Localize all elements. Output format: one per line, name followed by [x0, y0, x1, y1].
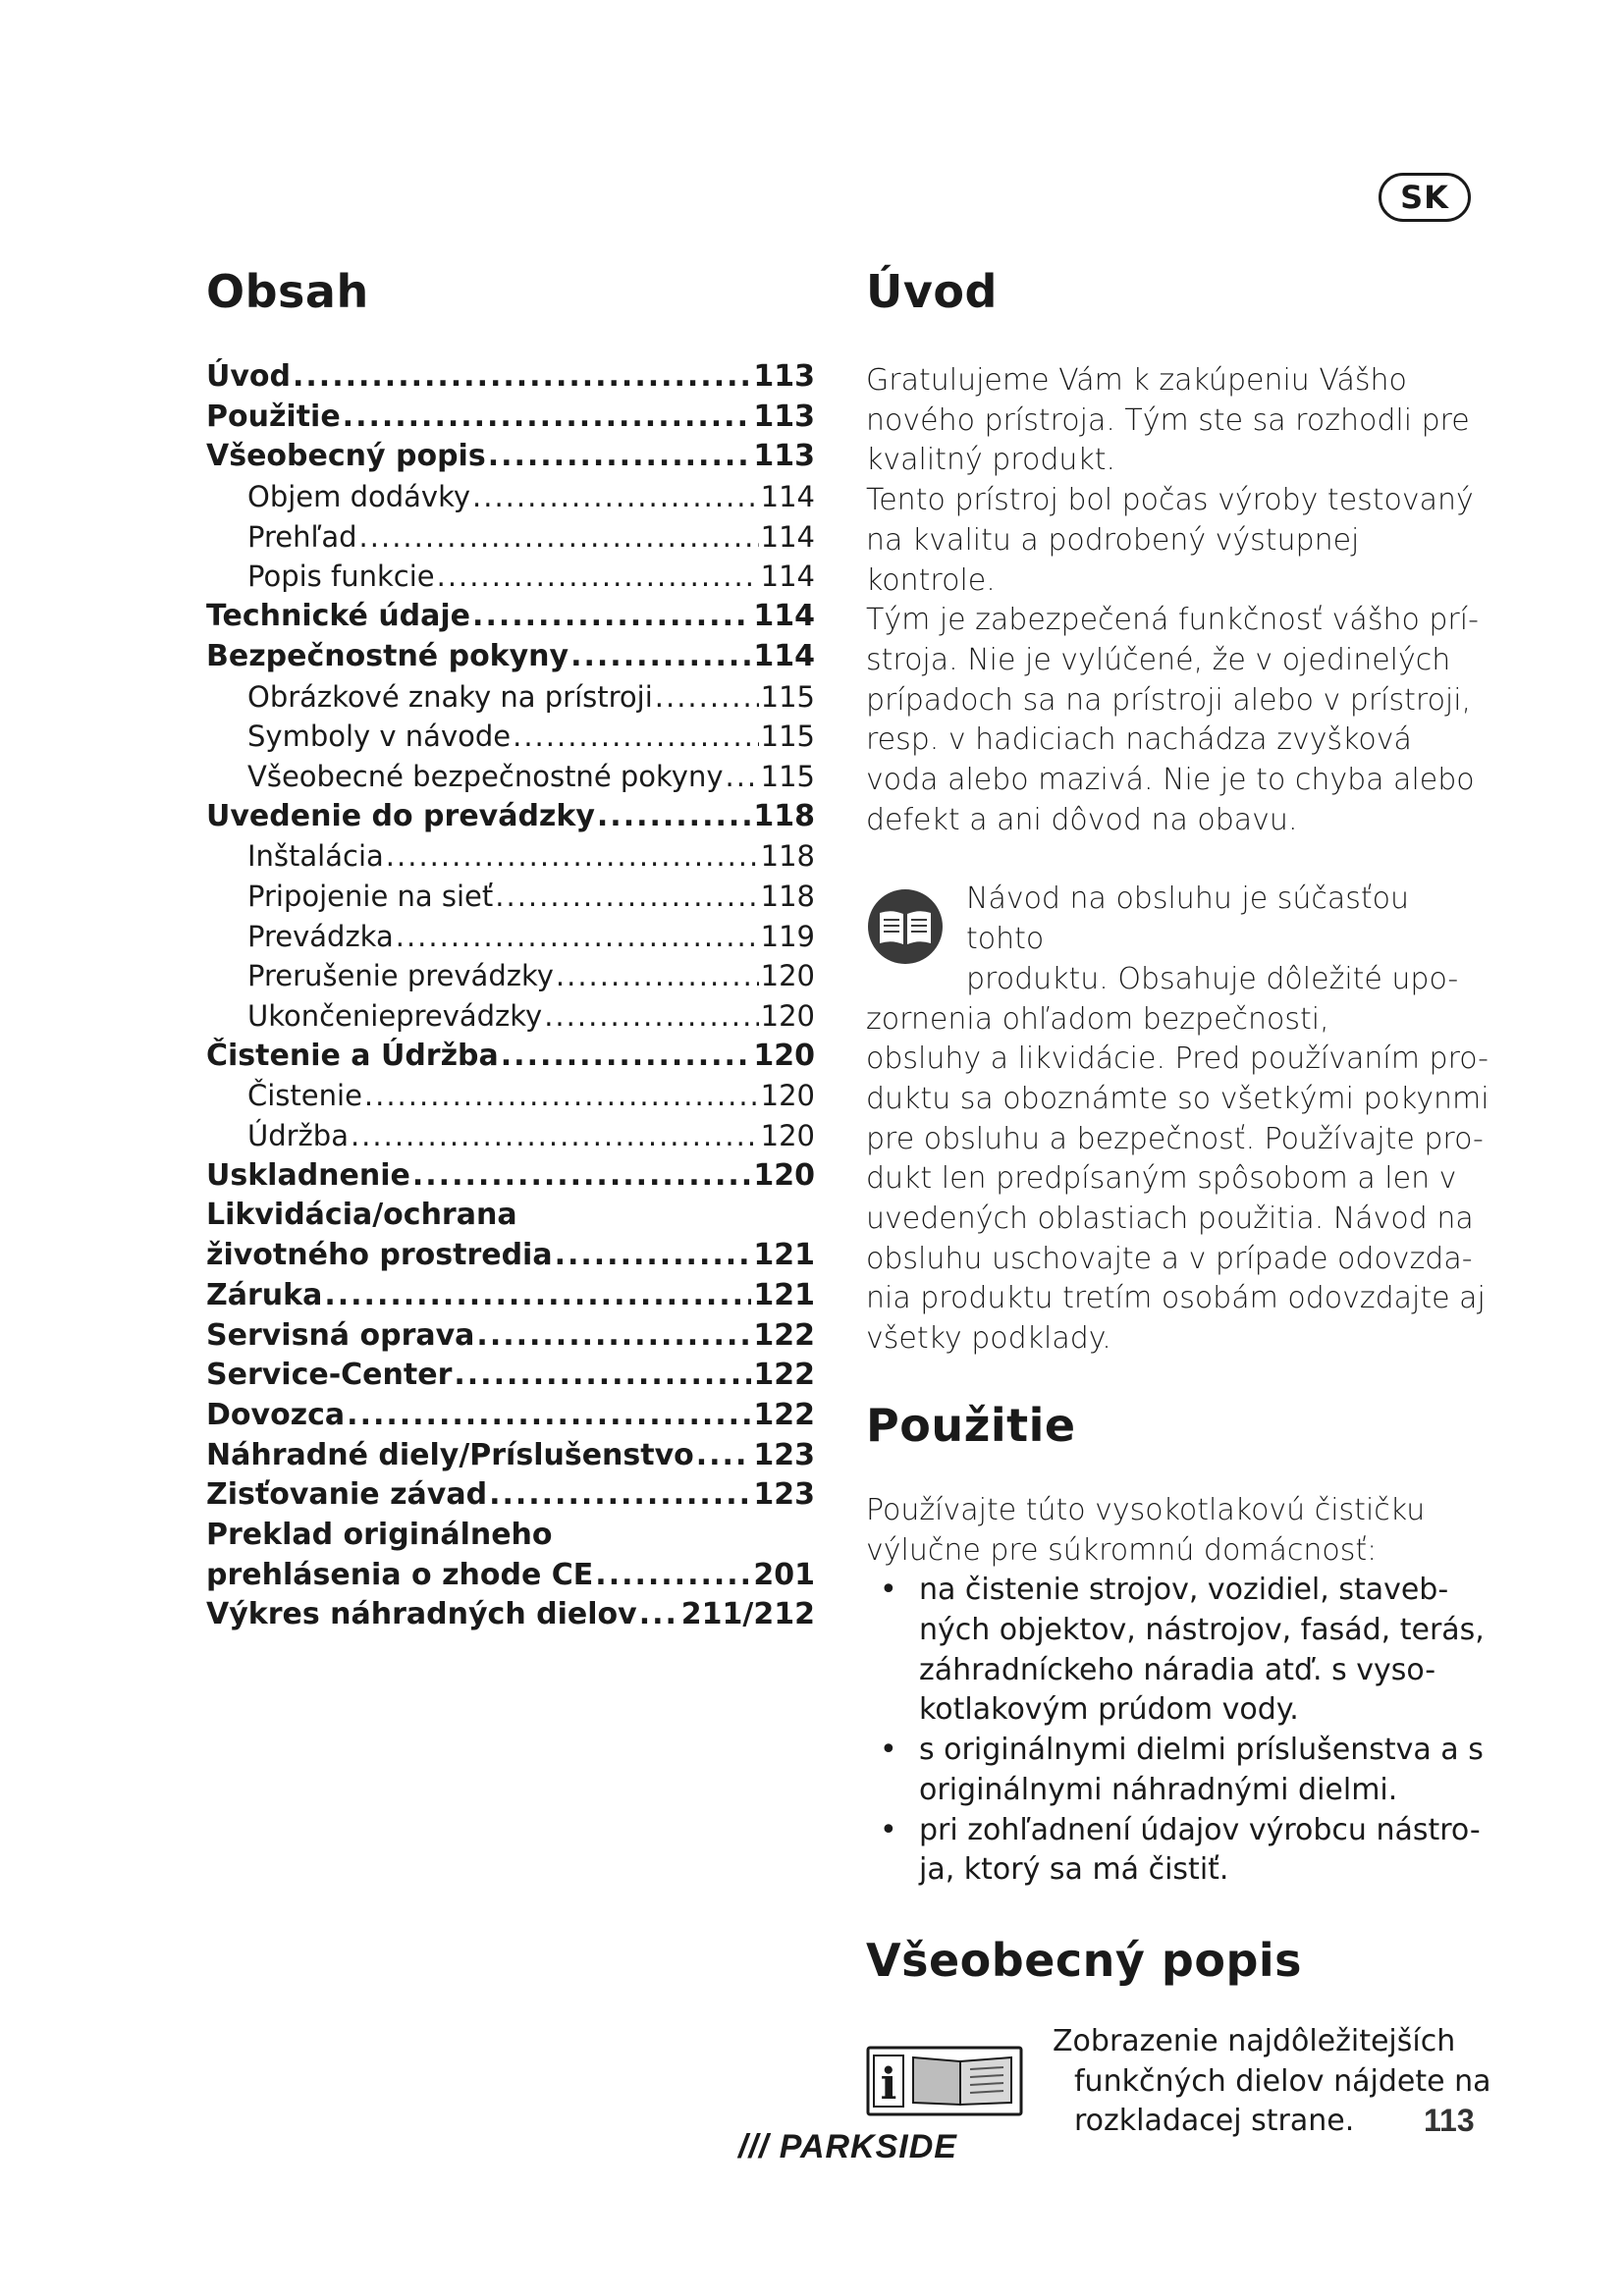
text-line: na kvalitu a podrobený výstupnej kontrole.: [866, 522, 1360, 598]
toc-entry: [206, 677, 815, 718]
toc-entry: [206, 877, 815, 917]
toc-entry: [206, 1396, 815, 1436]
toc-leader-dots: [696, 1436, 752, 1476]
toc-entry: [206, 437, 815, 477]
toc-leader-dots: [555, 1236, 752, 1276]
toc-entry: [206, 757, 815, 797]
toc-entry-title: Prevádzka: [247, 919, 394, 953]
toc-leader-dots: [351, 1116, 759, 1156]
text-line: výlučne pre súkromnú domácnosť:: [866, 1532, 1378, 1568]
toc-entry: [206, 1116, 815, 1156]
text-line: Tým je zabezpečená funkčnosť vášho prí-: [866, 603, 1479, 638]
text-line: obsluhu uschovajte a v prípade odovzda-: [866, 1241, 1473, 1276]
text-line: ných objektov, nástrojov, fasád, terás,: [919, 1612, 1485, 1647]
text-line: uvedených oblastiach použitia. Návod na: [866, 1201, 1474, 1237]
uvod-intro-text: [866, 361, 1494, 840]
toc-entry: [206, 517, 815, 558]
toc-entry-title: Uskladnenie: [206, 1157, 410, 1193]
toc-entry-title: Zisťovanie závad: [206, 1477, 488, 1513]
toc-leader-dots: [472, 597, 751, 637]
toc-entry-page: 114: [753, 638, 815, 673]
toc-entry: [206, 1556, 815, 1596]
toc-entry: [206, 597, 815, 637]
toc-leader-dots: [639, 1595, 679, 1635]
toc-entry: [206, 797, 815, 837]
toc-entry: [206, 956, 815, 996]
text-line: všetky podklady.: [866, 1321, 1111, 1357]
toc-entry-page: 122: [753, 1317, 815, 1353]
bullet-item: [866, 1571, 1494, 1731]
toc-entry-title: Všeobecný popis: [206, 439, 486, 474]
text-line: voda alebo mazivá. Nie je to chyba alebo: [866, 763, 1475, 798]
svg-text:i: i: [880, 2058, 897, 2109]
table-of-contents: [206, 265, 815, 1635]
toc-entry: [206, 398, 815, 438]
toc-entry-page: 201: [753, 1557, 815, 1592]
text-line: Návod na obsluhu je súčasťou tohto: [966, 881, 1409, 957]
toc-entry-page: 122: [753, 1358, 815, 1393]
toc-entry-page: 118: [753, 798, 815, 833]
toc-entry-title: Ukončenieprevádzky: [247, 999, 543, 1033]
text-line: prípadoch sa na prístroji alebo v prístroji,: [866, 682, 1472, 718]
toc-leader-dots: [396, 917, 759, 957]
toc-entry-page: 114: [760, 480, 815, 514]
text-line: pre obsluhu a bezpečnosť. Používajte pro-: [866, 1121, 1484, 1156]
toc-entry: [206, 1356, 815, 1396]
toc-entry-page: 121: [753, 1277, 815, 1312]
toc-entry-page: 113: [753, 399, 815, 434]
toc-leader-dots: [412, 1156, 752, 1197]
toc-entry: [206, 917, 815, 957]
parkside-logo: /// PARKSIDE: [738, 2128, 957, 2165]
text-line: Používajte túto vysokotlakovú čističku: [866, 1492, 1426, 1527]
toc-entry-page: 114: [760, 519, 815, 554]
toc-entry-title: Dovozca: [206, 1397, 346, 1432]
text-line: záhradníckeho náradia atď. s vyso-: [919, 1652, 1436, 1687]
toc-entry-title: Všeobecné bezpečnostné pokyny: [247, 759, 724, 793]
toc-entry-title: Objem dodávky: [247, 480, 471, 514]
bullet-item: [866, 1811, 1494, 1891]
text-line: defekt a ani dôvod na obavu.: [866, 802, 1298, 837]
uvod-heading: Úvod: [866, 265, 998, 318]
pouzitie-bullet-list: [866, 1571, 1494, 1891]
toc-entry-page: 120: [760, 1079, 815, 1113]
toc-entry-page: 120: [760, 999, 815, 1033]
toc-entry: [206, 1316, 815, 1357]
vseobecny-popis-heading: Všeobecný popis: [866, 1933, 1303, 1987]
text-line: dukt len predpísaným spôsobom a len v: [866, 1161, 1457, 1197]
toc-leader-dots: [513, 717, 759, 757]
fold-out-info: [866, 2022, 1494, 2142]
text-line: ja, ktorý sa má čistiť.: [919, 1852, 1229, 1888]
toc-entry: [206, 637, 815, 677]
toc-leader-dots: [655, 677, 759, 718]
text-line: • pri zohľadnení údajov výrobcu nástro-: [919, 1812, 1481, 1847]
toc-entry-title: životného prostredia: [206, 1238, 553, 1273]
toc-leader-dots: [359, 517, 759, 558]
toc-entry: [206, 717, 815, 757]
book-icon: [866, 887, 945, 966]
text-line: zornenia ohľadom bezpečnosti,: [866, 1001, 1329, 1037]
toc-entry-title: Prehľad: [247, 519, 357, 554]
toc-title: Obsah: [206, 265, 369, 318]
toc-entry-page: 120: [753, 1157, 815, 1193]
toc-entry-page: 114: [753, 599, 815, 634]
toc-entry-title: Záruka: [206, 1277, 323, 1312]
toc-leader-dots: [343, 398, 752, 438]
toc-leader-dots: [386, 836, 759, 877]
toc-entry-title: Obrázkové znaky na prístroji: [247, 679, 653, 714]
toc-entry-page: 118: [760, 879, 815, 913]
text-line: • s originálnymi dielmi príslušenstva a s: [919, 1733, 1484, 1768]
toc-entry-page: 123: [753, 1477, 815, 1513]
toc-leader-dots: [556, 956, 759, 996]
toc-entry-title: Úvod: [206, 359, 292, 394]
toc-entry-page: 115: [760, 720, 815, 754]
toc-entry-page: 122: [753, 1397, 815, 1432]
language-badge: SK: [1379, 173, 1471, 222]
text-line: nia produktu tretím osobám odovzdajte aj: [866, 1281, 1486, 1316]
toc-entry-page: 120: [753, 1038, 815, 1073]
toc-leader-dots: [293, 357, 751, 398]
toc-entry: [206, 357, 815, 398]
toc-entry-title: Bezpečnostné pokyny: [206, 638, 569, 673]
toc-entry-title: Servisná oprava: [206, 1317, 475, 1353]
toc-entry-title: Service-Center: [206, 1358, 453, 1393]
toc-leader-dots: [597, 797, 751, 837]
toc-entry-page: 118: [760, 839, 815, 874]
info-foldout-icon: [866, 2046, 1023, 2116]
toc-leader-dots: [495, 877, 758, 917]
toc-leader-dots: [476, 1316, 751, 1357]
pouzitie-heading: Použitie: [866, 1398, 1076, 1452]
toc-entry-page: 115: [760, 679, 815, 714]
toc-entry: [206, 1276, 815, 1316]
toc-entry-title: prehlásenia o zhode CE: [206, 1557, 594, 1592]
text-line: produktu. Obsahuje dôležité upo-: [966, 961, 1459, 996]
toc-entry-title: Použitie: [206, 399, 341, 434]
toc-entry-title: Čistenie: [247, 1079, 362, 1113]
toc-entry-title: Likvidácia/ochrana: [206, 1198, 517, 1233]
manual-note: [866, 880, 1494, 1359]
text-line: • na čistenie strojov, vozidiel, staveb-: [919, 1573, 1449, 1608]
toc-entry: [206, 1236, 815, 1276]
toc-leader-dots: [726, 757, 759, 797]
toc-entry-page: 115: [760, 759, 815, 793]
toc-entry: [206, 1475, 815, 1516]
info-line-3: rozkladacej strane.: [1074, 2104, 1355, 2139]
toc-leader-dots: [488, 437, 752, 477]
text-line: stroja. Nie je vylúčené, že v ojedinelých: [866, 642, 1451, 677]
toc-entry: [206, 996, 815, 1037]
toc-leader-dots: [501, 1037, 752, 1077]
toc-entry-page: 120: [760, 1119, 815, 1153]
manual-note-text: [866, 880, 1494, 1359]
toc-entry-page: 113: [753, 439, 815, 474]
pouzitie-intro-text: [866, 1491, 1494, 1571]
text-line: nového prístroja. Tým ste sa rozhodli pre: [866, 402, 1470, 438]
toc-leader-dots: [324, 1276, 751, 1316]
toc-entry: [206, 1037, 815, 1077]
toc-entry: [206, 1076, 815, 1116]
toc-entry-title: Preklad originálneho: [206, 1517, 553, 1552]
toc-entry: [206, 836, 815, 877]
toc-leader-dots: [347, 1396, 751, 1436]
toc-entry-title: Údržba: [247, 1119, 349, 1153]
toc-entry-page: 114: [760, 560, 815, 594]
toc-entry: [206, 1516, 815, 1556]
toc-list: [206, 357, 815, 1635]
text-line: kvalitný produkt.: [866, 443, 1116, 478]
toc-entry-page: 121: [753, 1238, 815, 1273]
toc-entry-page: 211/212: [680, 1597, 815, 1632]
toc-entry-page: 120: [760, 959, 815, 993]
text-line: duktu sa oboznámte so všetkými pokynmi: [866, 1081, 1489, 1116]
toc-entry-title: Symboly v návode: [247, 720, 512, 754]
text-line: obsluhy a likvidácie. Pred používaním pro-: [866, 1041, 1489, 1077]
toc-entry: [206, 1436, 815, 1476]
page-number: 113: [1424, 2103, 1475, 2138]
toc-entry: [206, 1156, 815, 1197]
toc-leader-dots: [472, 477, 759, 517]
toc-entry-title: Popis funkcie: [247, 560, 435, 594]
toc-leader-dots: [489, 1475, 751, 1516]
toc-leader-dots: [544, 996, 758, 1037]
toc-entry-title: Čistenie a Údržba: [206, 1038, 499, 1073]
toc-entry-page: 113: [753, 359, 815, 394]
toc-entry-title: Náhradné diely/Príslušenstvo: [206, 1437, 694, 1472]
text-line: kotlakovým prúdom vody.: [919, 1692, 1299, 1728]
toc-entry: [206, 1196, 815, 1236]
bullet-item: [866, 1731, 1494, 1810]
main-content: [866, 265, 1494, 2142]
toc-entry-title: Technické údaje: [206, 599, 471, 634]
text-line: Tento prístroj bol počas výroby testovaný: [866, 483, 1474, 518]
toc-leader-dots: [570, 637, 751, 677]
toc-leader-dots: [454, 1356, 751, 1396]
toc-entry: [206, 477, 815, 517]
text-line: originálnymi náhradnými dielmi.: [919, 1772, 1398, 1807]
toc-entry-title: Prerušenie prevádzky: [247, 959, 554, 993]
text-line: resp. v hadiciach nachádza zvyšková: [866, 722, 1412, 758]
toc-leader-dots: [364, 1076, 759, 1116]
toc-entry-page: 119: [760, 919, 815, 953]
toc-entry-title: Inštalácia: [247, 839, 384, 874]
info-line-1: Zobrazenie najdôležitejších: [1053, 2023, 1456, 2058]
toc-entry: [206, 1595, 815, 1635]
info-line-2: funkčných dielov nájdete na: [1074, 2063, 1491, 2099]
text-line: Gratulujeme Vám k zakúpeniu Vášho: [866, 363, 1407, 398]
toc-leader-dots: [437, 557, 759, 597]
toc-leader-dots: [595, 1556, 751, 1596]
toc-entry-title: Uvedenie do prevádzky: [206, 798, 595, 833]
toc-entry-title: Pripojenie na sieť: [247, 879, 494, 913]
toc-entry-title: Výkres náhradných dielov: [206, 1597, 637, 1632]
toc-entry-page: 123: [753, 1437, 815, 1472]
toc-entry: [206, 557, 815, 597]
